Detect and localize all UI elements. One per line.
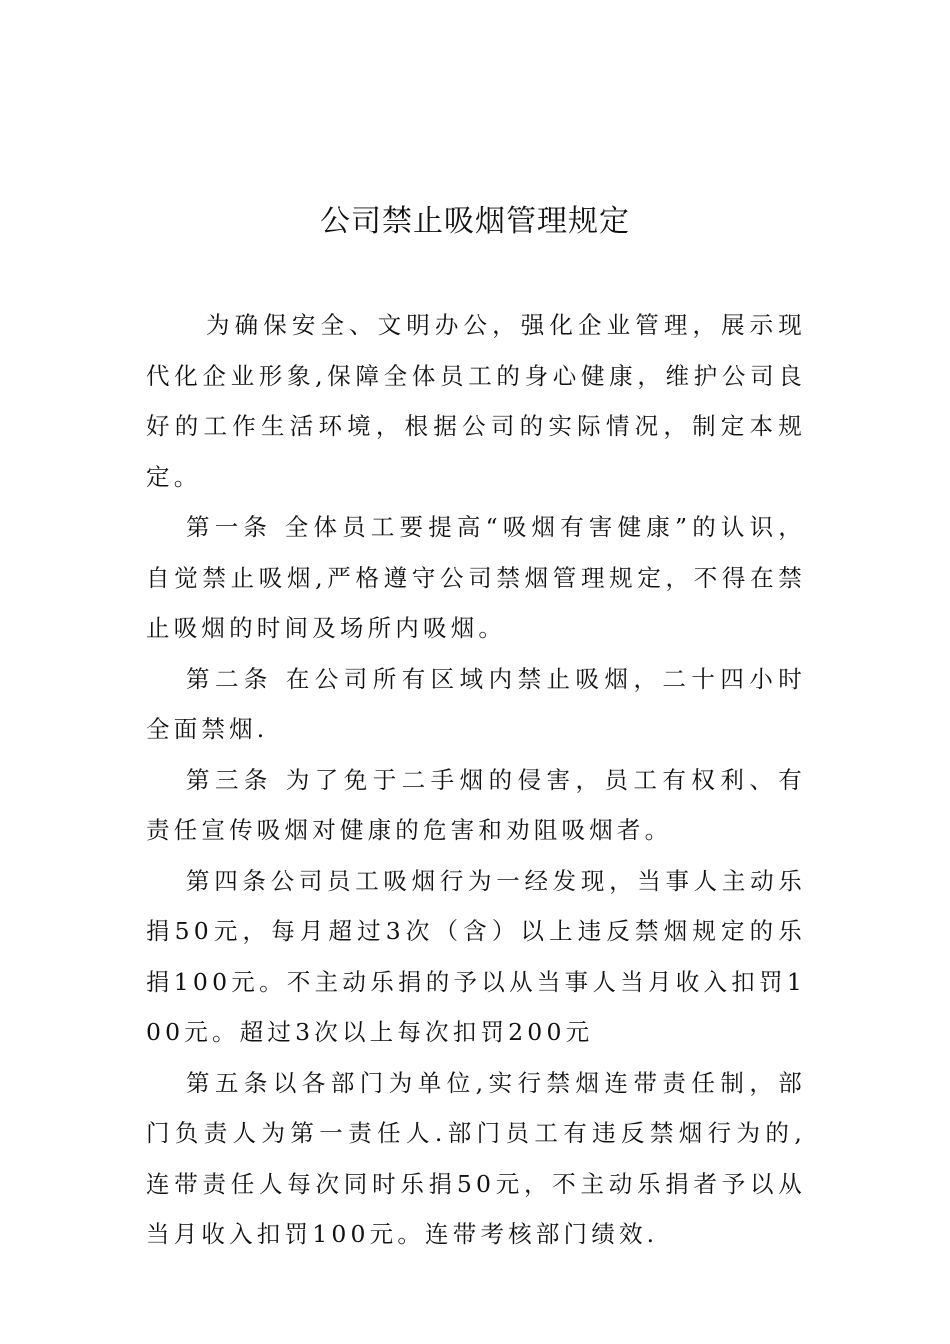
article-5-paragraph: 第五条以各部门为单位,实行禁烟连带责任制，部门负责人为第一责任人.部门员工有违反禁烟行为的,连带责任人每次同时乐捐50元，不主动乐捐者予以从当月收入扣罚100元。连带考核部门绩效. (146, 1068, 806, 1248)
document-body (146, 300, 806, 1260)
article-2-paragraph: 第二条 在公司所有区域内禁止吸烟，二十四小时全面禁烟. (146, 664, 806, 743)
intro-paragraph: 为确保安全、文明办公，强化企业管理，展示现代化企业形象,保障全体员工的身心健康，维护公司良好的工作生活环境，根据公司的实际情况，制定本规定。 (146, 311, 806, 491)
document-title: 公司禁止吸烟管理规定 (320, 204, 630, 239)
article-4-paragraph: 第四条公司员工吸烟行为一经发现，当事人主动乐捐50元，每月超过3次（含）以上违反禁烟规定的乐捐100元。不主动乐捐的予以从当事人当月收入扣罚100元。超过3次以上每次扣罚200元 (146, 866, 806, 1046)
article-1-paragraph: 第一条 全体员工要提高“吸烟有害健康”的认识，自觉禁止吸烟,严格遵守公司禁烟管理规定，不得在禁止吸烟的时间及场所内吸烟。 (146, 513, 806, 642)
article-3-paragraph: 第三条 为了免于二手烟的侵害，员工有权利、有责任宣传吸烟对健康的危害和劝阻吸烟者。 (146, 765, 806, 844)
